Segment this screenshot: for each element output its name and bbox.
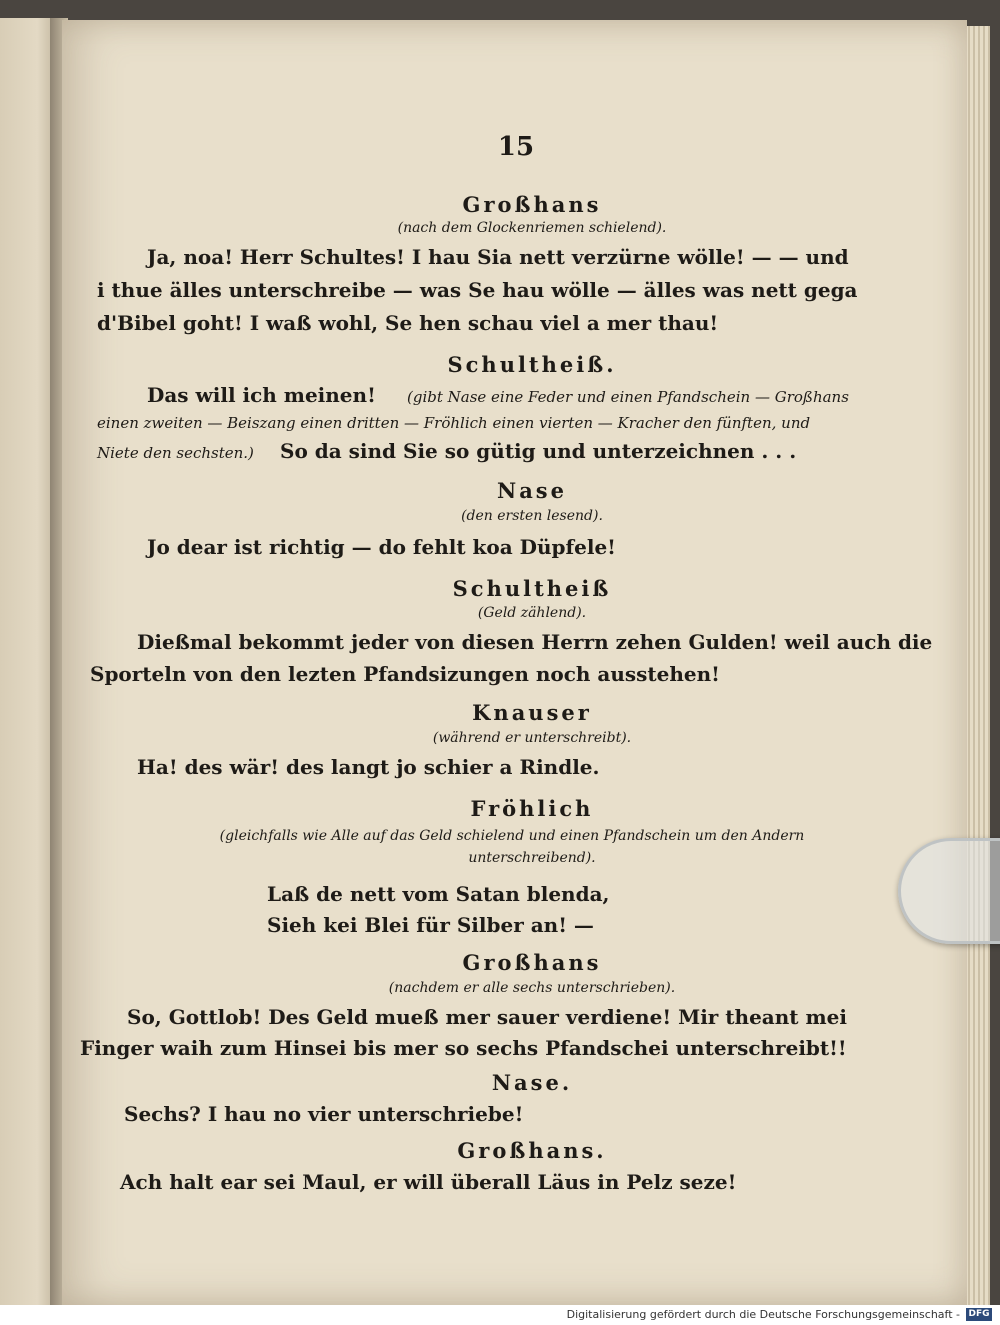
stage-direction: (gibt Nase eine Feder und einen Pfandschein — Großhans	[407, 388, 849, 406]
dialogue-line: Dießmal bekommt jeder von diesen Herrn zehen Gulden! weil auch die	[137, 630, 933, 654]
dialogue-line: i thue älles unterschreibe — was Se hau wölle — älles was nett gega	[97, 278, 858, 302]
dialogue-line: Ja, noa! Herr Schultes! I hau Sia nett verzürne wölle! — — und	[147, 245, 849, 269]
page-number: 15	[497, 132, 535, 162]
dialogue-line: Sechs? I hau no vier unterschriebe!	[124, 1102, 524, 1126]
speaker-heading: Schultheiß.	[447, 352, 617, 377]
stage-direction: Niete den sechsten.)	[97, 444, 254, 462]
dfg-logo-icon: DFG	[966, 1308, 992, 1321]
stage-direction: (gleichfalls wie Alle auf das Geld schielend und einen Pfandschein um den Andern	[219, 828, 805, 844]
dialogue-line: Jo dear ist richtig — do fehlt koa Düpfele!	[147, 535, 616, 559]
speaker-heading: Nase	[497, 478, 567, 503]
stage-direction: (nach dem Glockenriemen schielend).	[397, 220, 667, 236]
verse-line: Laß de nett vom Satan blenda,	[267, 882, 610, 906]
dialogue-line: d'Bibel goht! I waß wohl, Se hen schau viel a mer thau!	[97, 311, 719, 335]
stage-direction: (Geld zählend).	[477, 605, 587, 621]
dialogue-line: Ach halt ear sei Maul, er will überall Läus in Pelz seze!	[120, 1170, 737, 1194]
speaker-heading: Großhans	[462, 950, 602, 975]
speaker-heading: Schultheiß	[452, 576, 612, 601]
dialogue-line: So, Gottlob! Des Geld mueß mer sauer verdiene! Mir theant mei	[127, 1005, 847, 1029]
stage-direction: unterschreibend).	[468, 850, 596, 866]
stage-direction: (nachdem er alle sechs unterschrieben).	[388, 980, 676, 996]
verse-line: Sieh kei Blei für Silber an! —	[267, 913, 594, 937]
speaker-heading: Großhans	[462, 192, 602, 217]
stage-direction: (während er unterschreibt).	[432, 730, 632, 746]
page-text	[62, 20, 967, 1305]
dialogue-line: Das will ich meinen!	[147, 383, 376, 407]
dialogue-line: Ha! des wär! des langt jo schier a Rindle.	[137, 755, 600, 779]
funding-credit: Digitalisierung gefördert durch die Deutsche Forschungsgemeinschaft -	[566, 1308, 960, 1321]
speaker-heading: Knauser	[472, 700, 592, 725]
speaker-heading: Fröhlich	[470, 796, 594, 821]
stage-direction: einen zweiten — Beiszang einen dritten — Fröhlich einen vierten — Kracher den fünften, und	[97, 414, 811, 432]
page-clip	[898, 838, 1000, 944]
stage-direction: (den ersten lesend).	[461, 508, 603, 524]
speaker-heading: Großhans.	[457, 1138, 607, 1163]
footer	[0, 1305, 1000, 1325]
book-page	[62, 20, 967, 1305]
dialogue-line: Sporteln von den lezten Pfandsizungen noch ausstehen!	[90, 662, 720, 686]
speaker-heading: Nase.	[491, 1070, 573, 1095]
dialogue-line: Finger waih zum Hinsei bis mer so sechs Pfandschei unterschreibt!!	[80, 1036, 847, 1060]
dialogue-line: So da sind Sie so gütig und unterzeichnen . . .	[280, 439, 797, 463]
